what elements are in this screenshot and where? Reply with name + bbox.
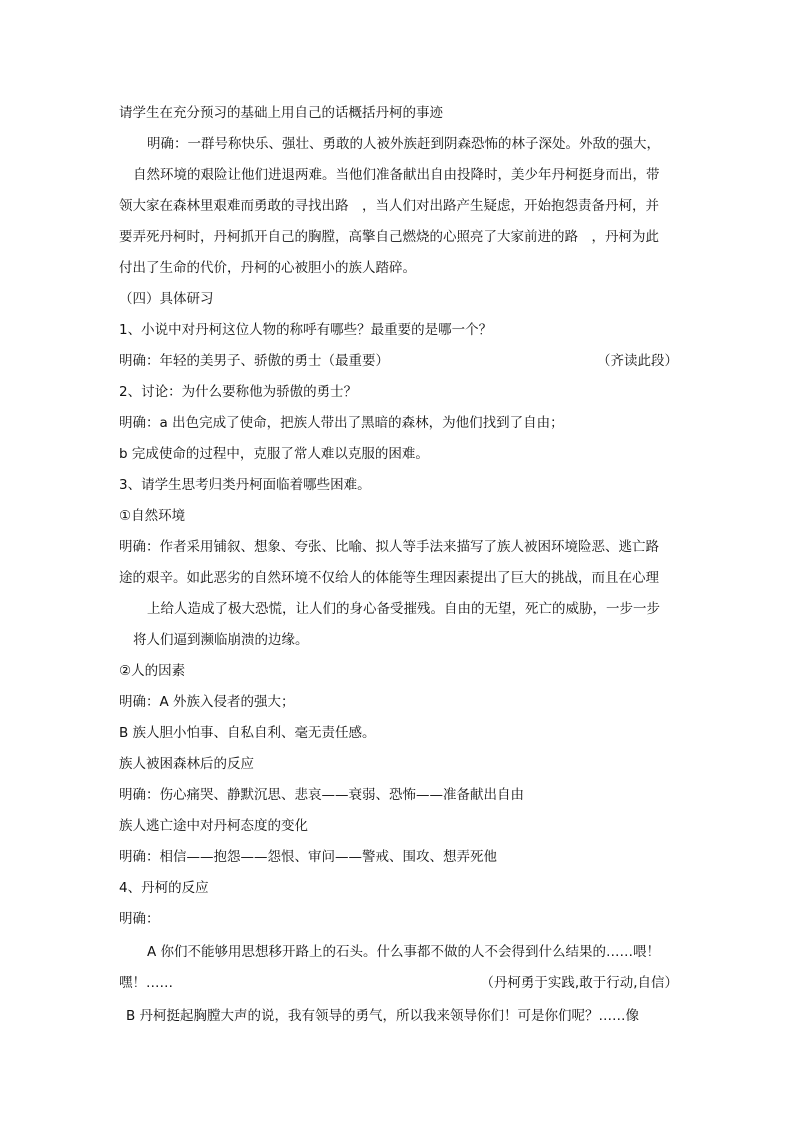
- nature-line-3: 上给人造成了极大恐慌，让人们的身心备受摧残。自由的无望，死亡的威胁，一步一步: [147, 601, 660, 617]
- nature-line-1: 明确：作者采用铺叙、想象、夸张、比喻、拟人等手法来描写了族人被困环境险恶、逃亡路: [119, 539, 659, 555]
- intro-task: 请学生在充分预习的基础上用自己的话概括丹柯的事迹: [119, 105, 443, 121]
- summary-line-5: 付出了生命的代价，丹柯的心被胆小的族人踏碎。: [119, 260, 416, 276]
- attitude-change-heading: 族人逃亡途中对丹柯态度的变化: [119, 818, 308, 834]
- answer-2a: 明确：a 出色完成了使命，把族人带出了黑暗的森林，为他们找到了自由；: [119, 415, 564, 431]
- human-answer-a: 明确：A 外族入侵者的强大；: [119, 694, 295, 710]
- section-heading: （四）具体研习: [119, 291, 214, 307]
- quote-a-line-1: A 你们不能够用思想移开路上的石头。什么事都不做的人不会得到什么结果的……喂！: [147, 944, 661, 960]
- quote-a-line-2: 嘿！……: [119, 975, 173, 991]
- nature-line-4: 将人们逼到濒临崩溃的边缘。: [133, 632, 309, 648]
- nature-line-2: 途的艰辛。如此恶劣的自然环境不仅给人的体能等生理因素提出了巨大的挑战，而且在心理: [119, 570, 659, 586]
- quote-a-note: （丹柯勇于实践,敢于行动,自信）: [480, 975, 678, 991]
- answer-1-note: （齐读此段）: [597, 353, 678, 369]
- answer-2b: b 完成使命的过程中，克服了常人难以克服的困难。: [119, 446, 429, 462]
- summary-line-1: 明确：一群号称快乐、强壮、勇敢的人被外族赶到阴森恐怖的林子深处。外敌的强大，: [147, 136, 660, 152]
- question-2: 2、讨论：为什么要称他为骄傲的勇士？: [119, 384, 358, 400]
- answer-4-label: 明确：: [119, 911, 160, 927]
- question-4: 4、丹柯的反应: [119, 880, 209, 896]
- summary-line-4: 要弄死丹柯时，丹柯抓开自己的胸膛，高擎自己燃烧的心照亮了大家前进的路 ，丹柯为此: [119, 229, 659, 245]
- quote-b-line-1: B 丹柯挺起胸膛大声的说，我有领导的勇气，所以我来领导你们！可是你们呢？……像: [126, 1008, 640, 1024]
- summary-line-2: 自然环境的艰险让他们进退两难。当他们准备献出自由投降时，美少年丹柯挺身而出，带: [133, 167, 660, 183]
- human-answer-b: B 族人胆小怕事、自私自利、毫无责任感。: [119, 725, 376, 741]
- quote-a-line-2-row: [119, 971, 678, 995]
- trapped-reaction-answer: 明确：伤心痛哭、静默沉思、悲哀——衰弱、恐怖——准备献出自由: [119, 787, 524, 803]
- answer-1: 明确：年轻的美男子、骄傲的勇士（最重要）: [119, 353, 389, 369]
- summary-line-3: 领大家在森林里艰难而勇敢的寻找出路 ，当人们对出路产生疑虑，开始抱怨责备丹柯，并: [119, 198, 659, 214]
- question-1: 1、小说中对丹柯这位人物的称呼有哪些？最重要的是哪一个？: [119, 322, 493, 338]
- trapped-reaction-heading: 族人被困森林后的反应: [119, 756, 254, 772]
- answer-1-row: [119, 349, 678, 373]
- attitude-change-answer: 明确：相信——抱怨——怨恨、审问——警戒、围攻、想弄死他: [119, 849, 497, 865]
- question-3: 3、请学生思考归类丹柯面临着哪些困难。: [119, 477, 371, 493]
- subheading-human: ②人的因素: [119, 663, 186, 679]
- subheading-nature: ①自然环境: [119, 508, 186, 524]
